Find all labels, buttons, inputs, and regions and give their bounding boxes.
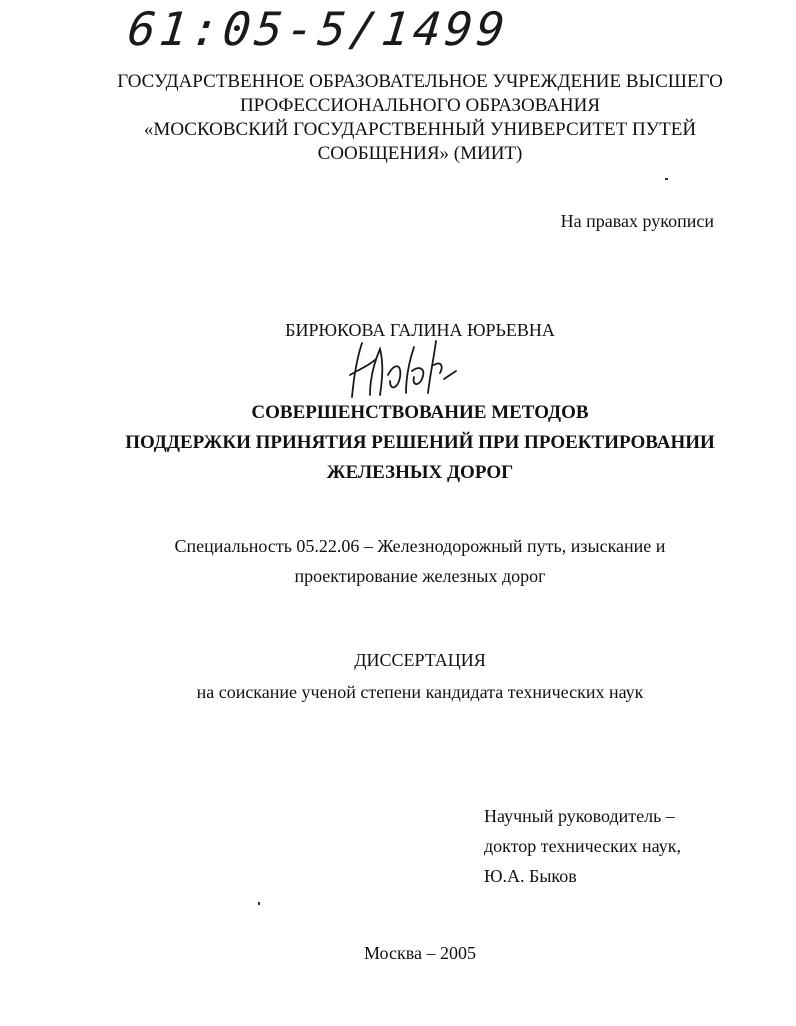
supervisor-line: Научный руководитель – — [484, 806, 675, 826]
scan-speck — [258, 902, 260, 905]
institution-line: «МОСКОВСКИЙ ГОСУДАРСТВЕННЫЙ УНИВЕРСИТЕТ ПУТЕЙ — [143, 119, 697, 140]
specialty-line: Специальность 05.22.06 – Железнодорожный путь, изыскание и — [174, 536, 666, 556]
degree-statement: на соискание ученой степени кандидата технических наук — [196, 682, 644, 702]
specialty-line: проектирование железных дорог — [294, 566, 546, 586]
city-year: Москва – 2005 — [364, 943, 476, 963]
institution-line: ГОСУДАРСТВЕННОЕ ОБРАЗОВАТЕЛЬНОЕ УЧРЕЖДЕНИЕ ВЫСШЕГО — [117, 71, 723, 92]
institution-line: ПРОФЕССИОНАЛЬНОГО ОБРАЗОВАНИЯ — [239, 95, 601, 116]
institution-line: СООБЩЕНИЯ» (МИИТ) — [317, 143, 523, 164]
author-signature-icon — [340, 335, 460, 405]
supervisor-block — [484, 801, 681, 891]
title-line: СОВЕРШЕНСТВОВАНИЕ МЕТОДОВ — [251, 402, 589, 423]
institution-name — [60, 70, 780, 166]
handwritten-archive-code: 61:05-5/1499 — [125, 2, 512, 56]
title-line: ЖЕЛЕЗНЫХ ДОРОГ — [326, 462, 514, 483]
document-type: ДИССЕРТАЦИЯ — [354, 650, 486, 670]
title-line: ПОДДЕРЖКИ ПРИНЯТИЯ РЕШЕНИЙ ПРИ ПРОЕКТИРОВАНИИ — [125, 432, 715, 453]
dissertation-title — [0, 398, 796, 488]
rights-note: На правах рукописи — [560, 211, 714, 231]
specialty — [0, 531, 796, 591]
supervisor-line: доктор технических наук, — [484, 836, 681, 856]
supervisor-line: Ю.А. Быков — [484, 866, 577, 886]
author-name: БИРЮКОВА ГАЛИНА ЮРЬЕВНА — [285, 320, 555, 340]
scan-speck — [665, 178, 668, 180]
